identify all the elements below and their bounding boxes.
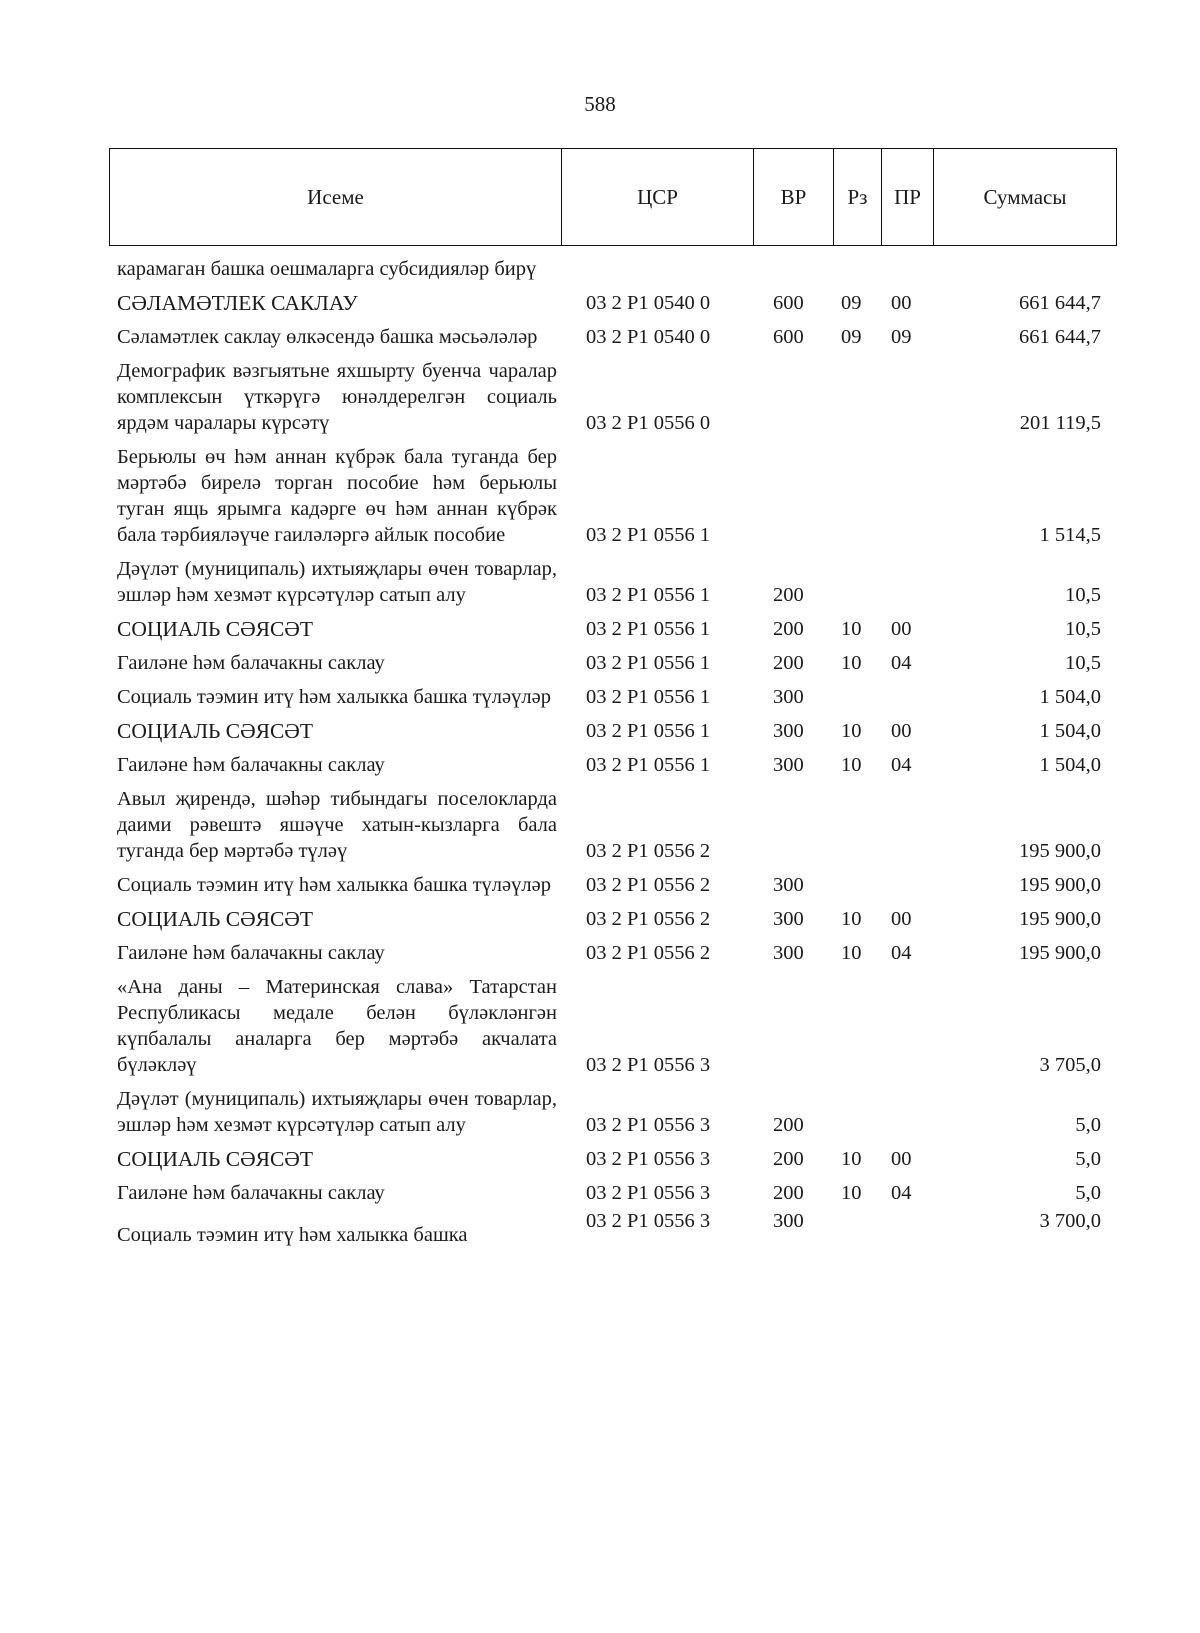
- row-csr: 03 2 Р1 0556 3: [586, 1148, 711, 1170]
- table-row: [109, 786, 1117, 864]
- row-csr: 03 2 Р1 0556 3: [586, 1182, 711, 1204]
- row-csr: 03 2 Р1 0556 2: [586, 942, 711, 964]
- row-csr: 03 2 Р1 0556 2: [586, 874, 711, 896]
- row-name: карамаган башка оешмаларга субсидияләр бирү: [117, 258, 537, 280]
- header-sum: Суммасы: [983, 184, 1067, 209]
- row-sum: 1 504,0: [1039, 686, 1101, 708]
- row-csr: 03 2 Р1 0540 0: [586, 326, 711, 348]
- table-row: [109, 616, 1117, 642]
- row-name: «Ана даны – Материнская слава» Татарстан Республикасы медале белән бүләкләнгән күпбалалы аналарга бер мәртәбә акчалата бүләкләү: [117, 976, 557, 1076]
- row-name: СОЦИАЛЬ СӘЯСӘТ: [117, 719, 313, 743]
- header-name: Исеме: [110, 149, 562, 245]
- row-pr: 04: [891, 652, 912, 674]
- row-csr: 03 2 Р1 0556 1: [586, 754, 711, 776]
- row-csr: 03 2 Р1 0556 0: [586, 412, 711, 434]
- row-name: СОЦИАЛЬ СӘЯСӘТ: [117, 907, 313, 931]
- header-pr: ПР: [882, 149, 934, 245]
- table-row: [109, 444, 1117, 548]
- row-name: Берьюлы өч һәм аннан күбрәк бала туганда бер мәртәбә бирелә торган пособие һәм берьюлы туган ящь ярымга кадәрге өч һәм аннан күбрәк бала тәрбияләүче гаиләләргә айлык пособие: [117, 446, 557, 546]
- row-vr: 200: [773, 652, 804, 674]
- page-number: 588: [584, 92, 616, 116]
- row-pr: 00: [891, 720, 912, 742]
- row-sum: 195 900,0: [1019, 942, 1101, 964]
- row-sum: 1 504,0: [1039, 754, 1101, 776]
- table-row: [109, 1086, 1117, 1138]
- row-vr: 600: [773, 326, 804, 348]
- table-row: [109, 684, 1117, 710]
- table-row: [109, 974, 1117, 1078]
- row-rz: 09: [841, 326, 862, 348]
- row-pr: 04: [891, 942, 912, 964]
- row-sum: 661 644,7: [1019, 292, 1101, 314]
- table-header: [109, 148, 1117, 246]
- row-rz: 10: [841, 908, 862, 930]
- row-name: Социаль тәэмин итү һәм халыкка башка түләүләр: [117, 874, 551, 896]
- table-row: [109, 906, 1117, 932]
- row-csr: 03 2 Р1 0556 2: [586, 840, 711, 862]
- row-rz: 10: [841, 942, 862, 964]
- row-name: Демографик вәзгыятьне яхшырту буенча чаралар комплексын үткәрүгә юнәлдерелгән социаль ярдәм чаралары күрсәтү: [117, 360, 557, 434]
- row-rz: 10: [841, 652, 862, 674]
- row-sum: 1 504,0: [1039, 720, 1101, 742]
- row-vr: 200: [773, 584, 804, 606]
- table-row: [109, 290, 1117, 316]
- row-rz: 10: [841, 618, 862, 640]
- row-vr: 200: [773, 1182, 804, 1204]
- row-sum: 10,5: [1065, 584, 1101, 606]
- row-sum: 195 900,0: [1019, 840, 1101, 862]
- row-name: СОЦИАЛЬ СӘЯСӘТ: [117, 617, 313, 641]
- table-row: [109, 752, 1117, 778]
- row-sum: 10,5: [1065, 652, 1101, 674]
- row-vr: 300: [773, 720, 804, 742]
- header-csr: ЦСР: [562, 149, 754, 245]
- row-pr: 00: [891, 292, 912, 314]
- table-row: [109, 256, 1117, 282]
- table-row: [109, 1210, 1117, 1248]
- table-row: [109, 556, 1117, 608]
- row-rz: 10: [841, 1148, 862, 1170]
- row-name: Дәүләт (муниципаль) ихтыяҗлары өчен товарлар, эшләр һәм хезмәт күрсәтүләр сатып алу: [117, 1088, 557, 1136]
- row-sum: 3 705,0: [1039, 1054, 1101, 1076]
- row-sum: 10,5: [1065, 618, 1101, 640]
- table-row: [109, 1146, 1117, 1172]
- row-csr: 03 2 Р1 0556 1: [586, 524, 711, 546]
- row-sum: 5,0: [1075, 1148, 1101, 1170]
- row-sum: 1 514,5: [1039, 524, 1101, 546]
- row-vr: 300: [773, 942, 804, 964]
- row-pr: 00: [891, 908, 912, 930]
- table-row: [109, 324, 1117, 350]
- table-row: [109, 358, 1117, 436]
- row-vr: 300: [773, 1210, 804, 1232]
- row-pr: 04: [891, 1182, 912, 1204]
- table-row: [109, 872, 1117, 898]
- row-csr: 03 2 Р1 0556 1: [586, 618, 711, 640]
- row-csr: 03 2 Р1 0556 3: [586, 1210, 711, 1232]
- row-rz: 09: [841, 292, 862, 314]
- row-csr: 03 2 Р1 0556 1: [586, 720, 711, 742]
- row-sum: 195 900,0: [1019, 874, 1101, 896]
- row-vr: 200: [773, 618, 804, 640]
- row-sum: 5,0: [1075, 1114, 1101, 1136]
- row-name: Дәүләт (муниципаль) ихтыяҗлары өчен товарлар, эшләр һәм хезмәт күрсәтүләр сатып алу: [117, 558, 557, 606]
- row-pr: 00: [891, 618, 912, 640]
- row-rz: 10: [841, 1182, 862, 1204]
- row-csr: 03 2 Р1 0556 2: [586, 908, 711, 930]
- table-row: [109, 1180, 1117, 1206]
- header-vr: ВР: [754, 149, 834, 245]
- row-rz: 10: [841, 720, 862, 742]
- row-csr: 03 2 Р1 0556 3: [586, 1114, 711, 1136]
- table-row: [109, 718, 1117, 744]
- row-pr: 09: [891, 326, 912, 348]
- row-pr: 00: [891, 1148, 912, 1170]
- table-row: [109, 940, 1117, 966]
- row-pr: 04: [891, 754, 912, 776]
- row-name: Социаль тәэмин итү һәм халыкка башка түләүләр: [117, 686, 551, 708]
- row-name: СОЦИАЛЬ СӘЯСӘТ: [117, 1147, 313, 1171]
- row-sum: 5,0: [1075, 1182, 1101, 1204]
- row-vr: 200: [773, 1114, 804, 1136]
- row-vr: 300: [773, 908, 804, 930]
- row-rz: 10: [841, 754, 862, 776]
- table-body: [109, 248, 1117, 1248]
- row-csr: 03 2 Р1 0556 3: [586, 1054, 711, 1076]
- row-sum: 3 700,0: [1039, 1210, 1101, 1232]
- row-name: Социаль тәэмин итү һәм халыкка башка: [117, 1224, 468, 1246]
- header-rz: Рз: [834, 149, 882, 245]
- row-vr: 600: [773, 292, 804, 314]
- row-csr: 03 2 Р1 0540 0: [586, 292, 711, 314]
- row-name: Авыл җирендә, шәһәр тибындагы поселокларда даими рәвештә яшәүче хатын-кызларга бала туганда бер мәртәбә түләү: [117, 788, 557, 862]
- row-csr: 03 2 Р1 0556 1: [586, 686, 711, 708]
- row-name: Гаиләне һәм балачакны саклау: [117, 754, 385, 776]
- row-name: Сәламәтлек саклау өлкәсендә башка мәсьәләләр: [117, 326, 538, 348]
- row-name: СӘЛАМӘТЛЕК САКЛАУ: [117, 291, 358, 315]
- row-sum: 661 644,7: [1019, 326, 1101, 348]
- row-name: Гаиләне һәм балачакны саклау: [117, 942, 385, 964]
- table-row: [109, 650, 1117, 676]
- row-csr: 03 2 Р1 0556 1: [586, 652, 711, 674]
- row-name: Гаиләне һәм балачакны саклау: [117, 1182, 385, 1204]
- row-csr: 03 2 Р1 0556 1: [586, 584, 711, 606]
- row-vr: 200: [773, 1148, 804, 1170]
- row-vr: 300: [773, 686, 804, 708]
- row-sum: 195 900,0: [1019, 908, 1101, 930]
- row-sum: 201 119,5: [1019, 412, 1101, 434]
- row-vr: 300: [773, 754, 804, 776]
- row-name: Гаиләне һәм балачакны саклау: [117, 652, 385, 674]
- row-vr: 300: [773, 874, 804, 896]
